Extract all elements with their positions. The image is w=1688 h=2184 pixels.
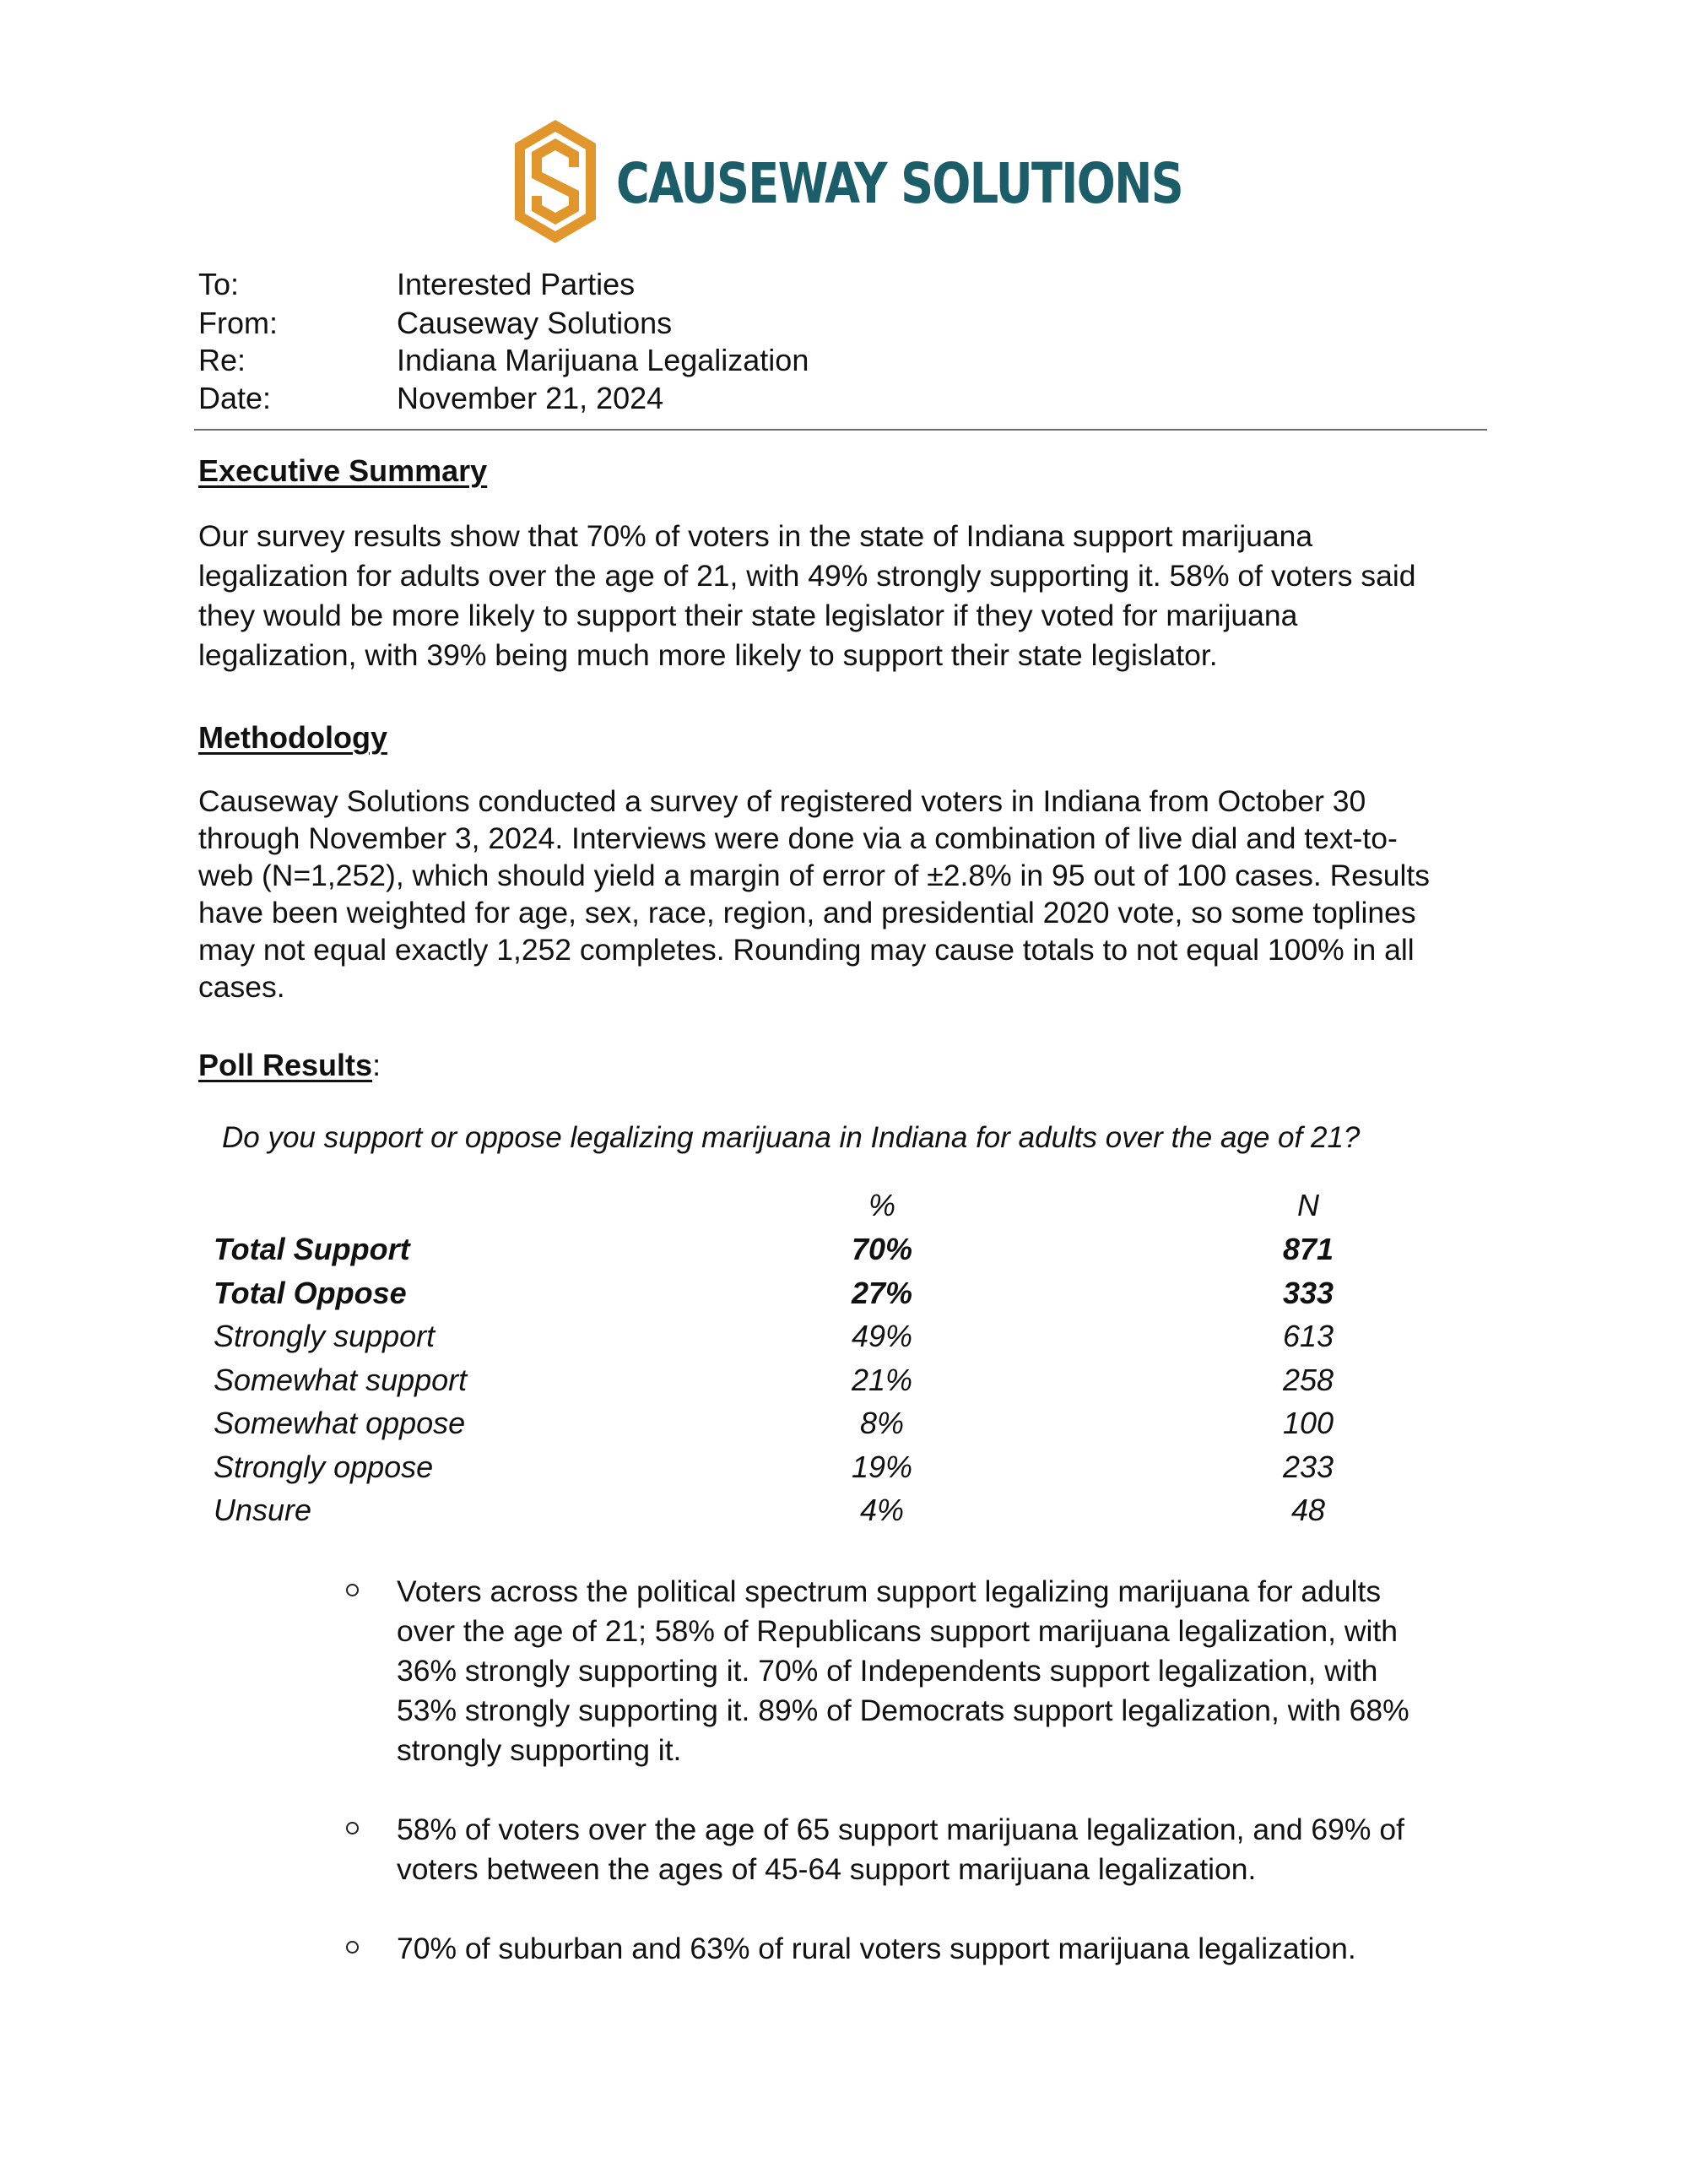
list-item: 58% of voters over the age of 65 support marijuana legalization, and 69% of voters between the ages of 45-64 support marijuana legalization. <box>346 1810 1502 1889</box>
row-percent: 49% <box>851 1319 913 1353</box>
memo-value: November 21, 2024 <box>397 381 664 415</box>
poll-question: Do you support or oppose legalizing marijuana in Indiana for adults over the age of 21? <box>222 1121 1361 1154</box>
methodology-text: Causeway Solutions conducted a survey of registered voters in Indiana from October 30 through November 3, 2024. Interviews were done via a combination of live dial and text-to- web (N=1,252), which should yield a margin of error of ±2.8% in 95 out of 100 cases. Results have been weighted for age, sex, race, region, and presidential 2020 vote, so some toplines may not equal exactly 1,252 completes. Rounding may cause totals to not equal 100% in all cases. <box>198 784 1430 1004</box>
row-label: Somewhat oppose <box>214 1406 466 1440</box>
findings-list <box>346 1572 1502 2008</box>
table-row <box>214 1358 1395 1402</box>
company-name: CAUSEWAY SOLUTIONS <box>616 151 1183 216</box>
row-percent: 19% <box>851 1449 913 1484</box>
row-percent: 27% <box>851 1275 913 1310</box>
executive-summary-heading: Executive Summary <box>198 453 488 488</box>
methodology-heading: Methodology <box>198 720 387 755</box>
list-item: Voters across the political spectrum support legalizing marijuana for adults over the age of 21; 58% of Republicans support marijuana legalization, with 36% strongly supporting it. 70% of Independents support legalization, with 53% strongly supporting it. 89% of Democrats support legalization, with 68% strongly supporting it. <box>346 1572 1502 1770</box>
header-divider <box>194 429 1487 431</box>
poll-results-table <box>214 1184 1395 1532</box>
row-label: Unsure <box>214 1493 312 1527</box>
memo-value: Interested Parties <box>397 267 636 301</box>
table-row <box>214 1445 1395 1489</box>
memo-label: To: <box>198 267 240 301</box>
row-label: Strongly support <box>214 1319 436 1353</box>
memo-value: Causeway Solutions <box>397 306 673 340</box>
row-label: Total Oppose <box>214 1275 407 1310</box>
row-label: Somewhat support <box>214 1362 468 1397</box>
table-row <box>214 1314 1395 1358</box>
memo-value: Indiana Marijuana Legalization <box>397 343 809 377</box>
hollow-circle-bullet-icon <box>346 1584 359 1596</box>
executive-summary-text: Our survey results show that 70% of voters in the state of Indiana support marijuana legalization for adults over the age of 21, with 49% strongly supporting it. 58% of voters said they would be more likely to support their state legislator if they voted for marijuana legalization, with 39% being much more likely to support their state legislator. <box>198 519 1416 672</box>
row-label: Total Support <box>214 1232 410 1266</box>
company-logo <box>511 118 1187 245</box>
hexagon-s-logo-icon <box>511 118 599 245</box>
row-percent: 4% <box>859 1493 905 1527</box>
poll-results-heading <box>198 1047 381 1084</box>
poll-results-heading-colon: : <box>372 1048 381 1082</box>
table-row <box>214 1227 1395 1271</box>
column-header-n: N <box>1297 1188 1319 1222</box>
memo-label: From: <box>198 306 278 340</box>
table-header-row <box>214 1184 1395 1227</box>
column-header-percent: % <box>868 1188 895 1222</box>
row-count: 871 <box>1282 1232 1334 1266</box>
table-row <box>214 1401 1395 1445</box>
list-item: 70% of suburban and 63% of rural voters support marijuana legalization. <box>346 1929 1502 1969</box>
memo-label: Date: <box>198 381 272 415</box>
row-count: 100 <box>1282 1406 1334 1440</box>
row-count: 233 <box>1282 1449 1334 1484</box>
row-percent: 8% <box>859 1406 905 1440</box>
poll-results-heading-text: Poll Results <box>198 1048 373 1082</box>
row-percent: 21% <box>851 1362 913 1397</box>
hollow-circle-bullet-icon <box>346 1822 359 1834</box>
row-count: 333 <box>1282 1275 1334 1310</box>
table-row <box>214 1271 1395 1315</box>
row-count: 258 <box>1282 1362 1334 1397</box>
row-count: 613 <box>1282 1319 1334 1353</box>
memo-label: Re: <box>198 343 246 377</box>
row-label: Strongly oppose <box>214 1449 434 1484</box>
row-percent: 70% <box>851 1232 913 1266</box>
table-row <box>214 1488 1395 1532</box>
hollow-circle-bullet-icon <box>346 1941 359 1954</box>
row-count: 48 <box>1290 1493 1326 1527</box>
